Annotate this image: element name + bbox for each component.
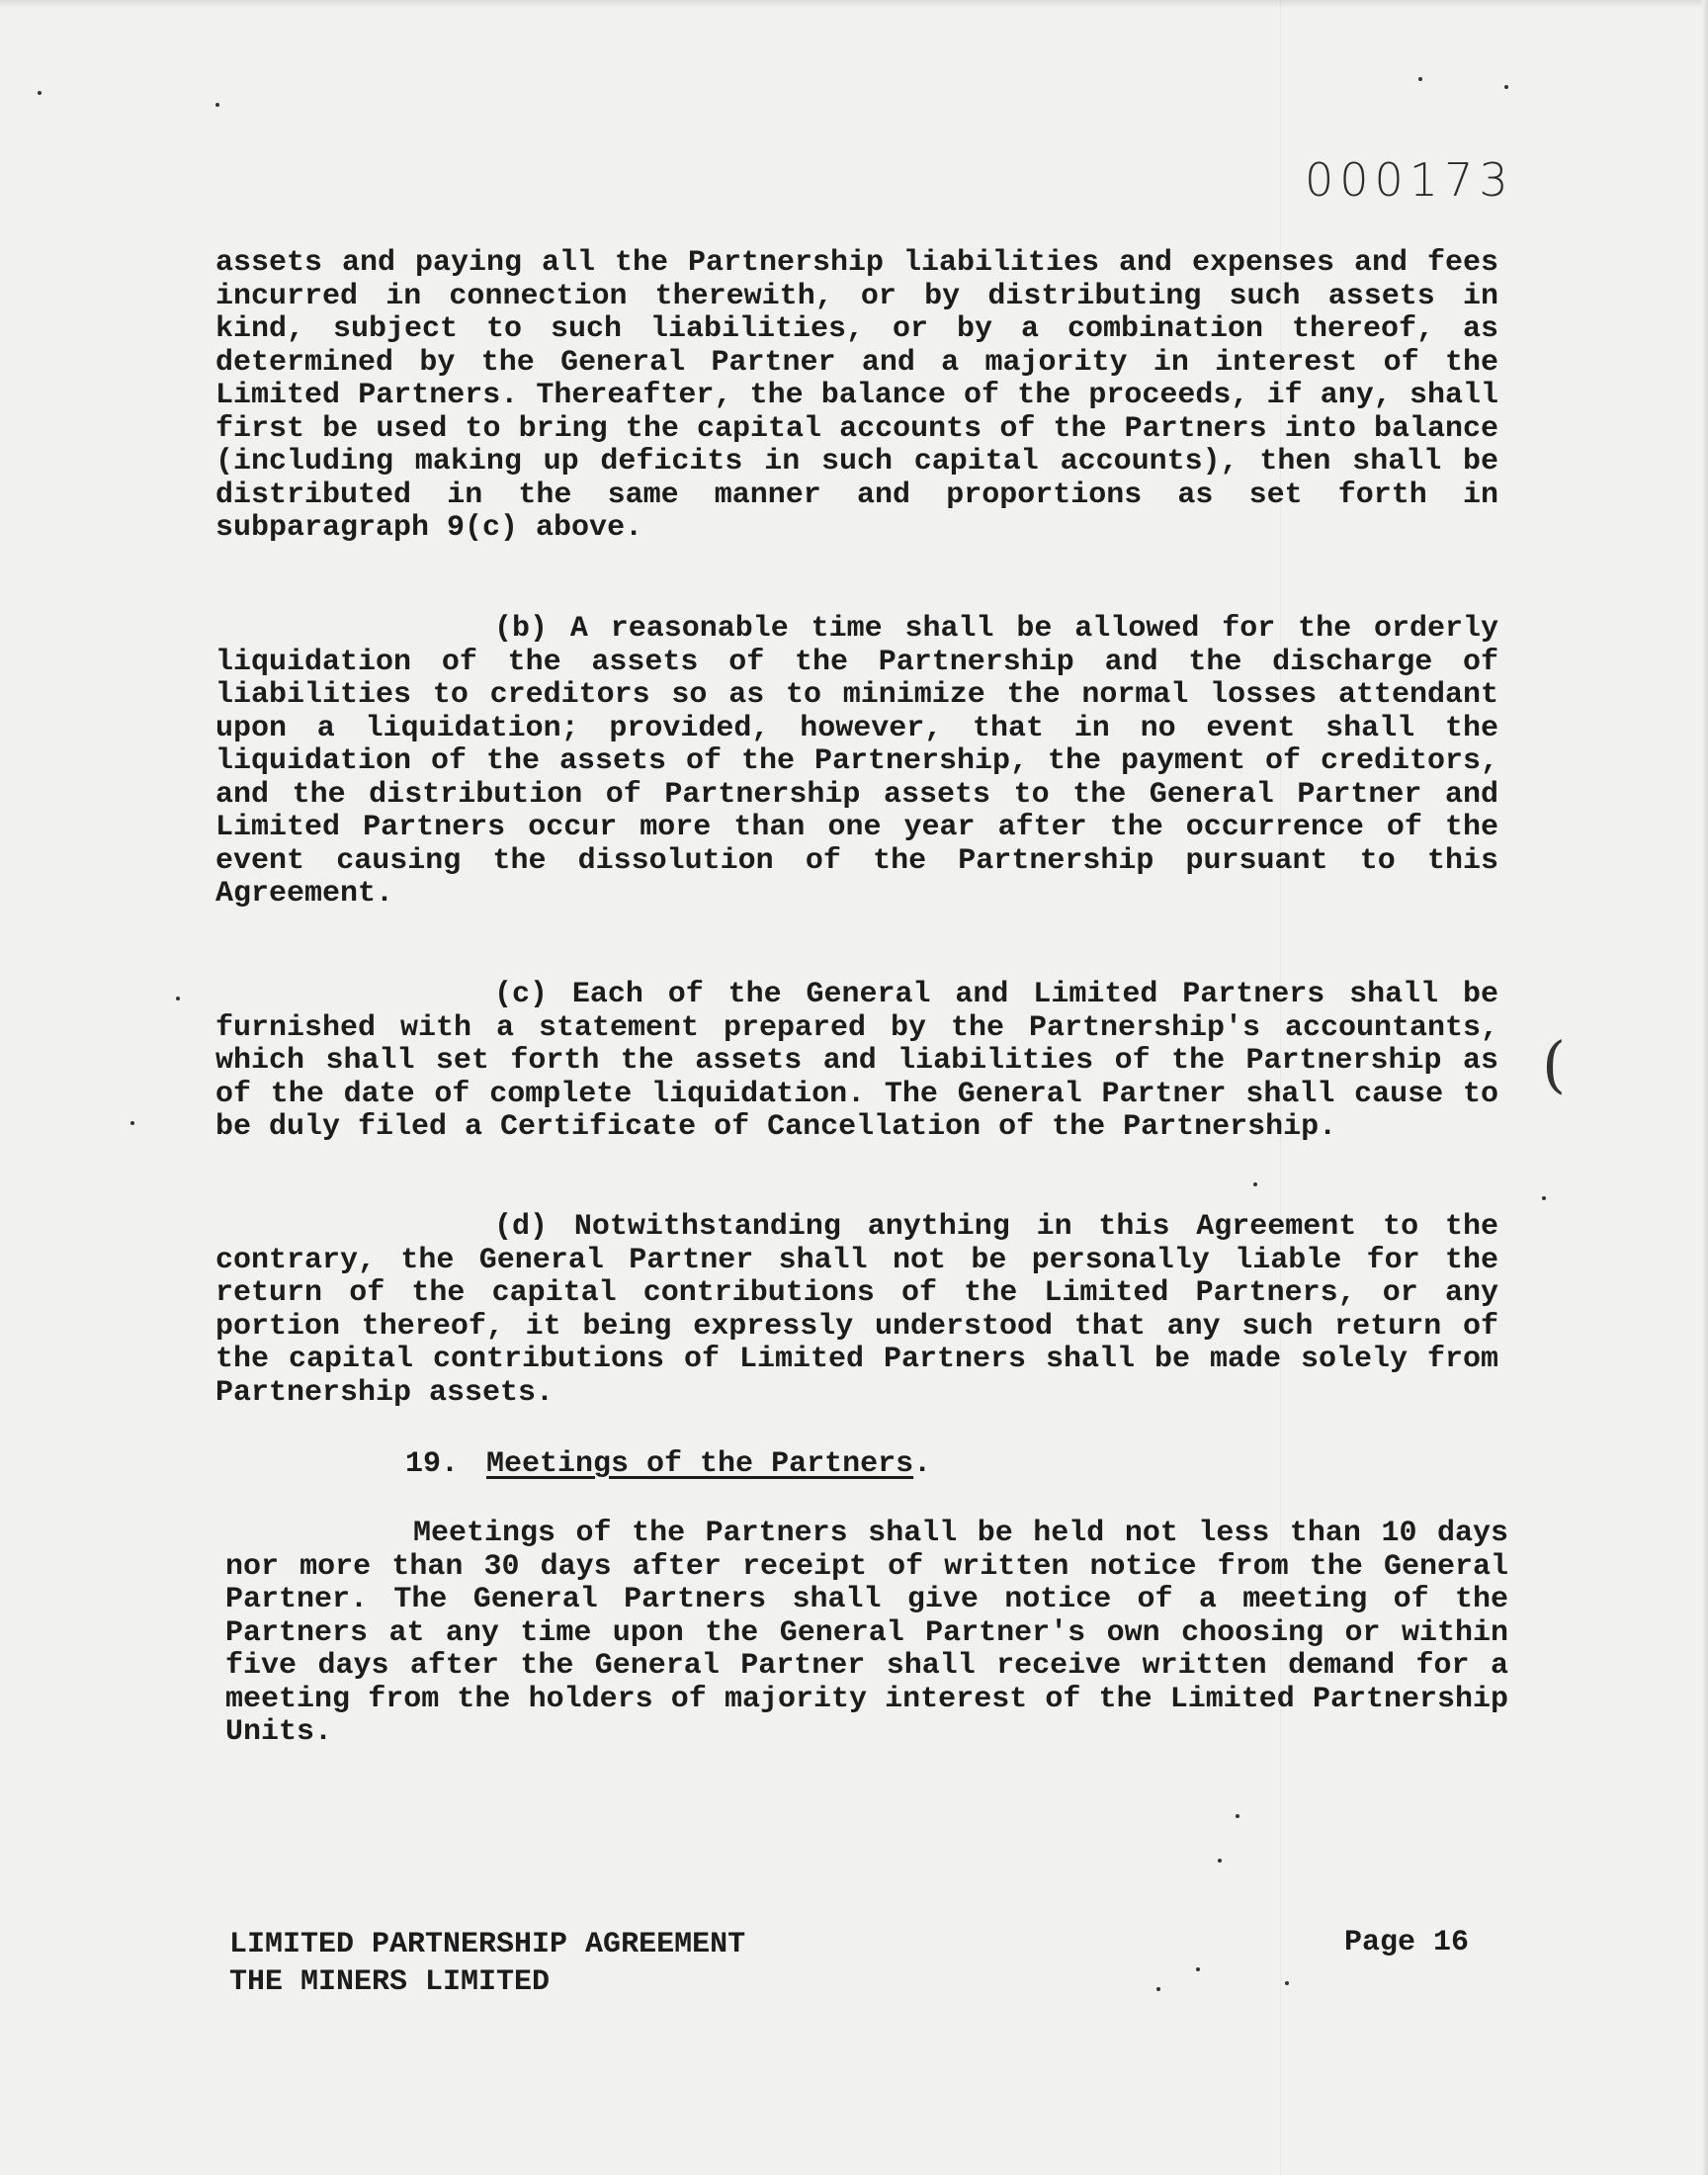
scan-speck (1542, 1196, 1546, 1200)
paragraph-b: (b) A reasonable time shall be allowed for the orderly liquidation of the assets of the Partnership and the discharge of liabilities to creditors so as to minimize the normal losses attendant upon a liquidation; provided, however, that in no event shall the liquidation of the assets of the Partnership, the payment of creditors, and the distribution of Partnership assets to the General Partner and Limited Partners occur more than one year after the occurrence of the event causing the dissolution of the Partnership pursuant to this Agreement. (215, 612, 1498, 911)
scan-speck (1196, 1967, 1200, 1971)
paragraph-continuation: assets and paying all the Partnership liabilities and expenses and fees incurred in connection therewith, or by distributing such assets in kind, subject to such liabilities, or by a combination thereof, as determined by the General Partner and a majority in interest of the Limited Partners. Thereafter, the balance of the proceeds, if any, shall first be used to bring the capital accounts of the Partners into balance (including making up deficits in such capital accounts), then shall be distributed in the same manner and proportions as set forth in subparagraph 9(c) above. (215, 246, 1498, 545)
scan-speck (215, 103, 219, 107)
scan-speck (1156, 1987, 1160, 1991)
scan-speck (1236, 1814, 1239, 1818)
section-number: 19. (405, 1447, 460, 1481)
scan-speck (1253, 1182, 1257, 1186)
paragraph-meetings: Meetings of the Partners shall be held not less than 10 days nor more than 30 days after receipt of written notice from the General Partner. The General Partners shall give notice of a meeting of the Partners at any time upon the General Partner's own choosing or within five days after the General Partner shall receive written demand for a meeting from the holders of majority interest of the Limited Partnership Units. (225, 1517, 1508, 1749)
scan-right-edge (1702, 0, 1708, 2175)
margin-mark: ( (1542, 1028, 1567, 1100)
section-title: Meetings of the Partners (486, 1447, 914, 1481)
bates-stamp: 000173 (1305, 153, 1514, 207)
scan-speck (1285, 1981, 1289, 1985)
document-footer (229, 1926, 745, 2001)
paragraph-d: (d) Notwithstanding anything in this Agreement to the contrary, the General Partner shall not be personally liable for the return of the capital contributions of the Limited Partners, or any portion thereof, it being expressly understood that any such return of the capital contributions of Limited Partners shall be made solely from Partnership assets. (215, 1210, 1498, 1410)
scan-speck (1218, 1859, 1222, 1863)
scan-speck (1504, 85, 1508, 89)
section-heading (405, 1447, 931, 1481)
page-number: Page 16 (1344, 1926, 1470, 1959)
scan-speck (38, 91, 42, 95)
scan-speck (1418, 77, 1422, 81)
paragraph-c: (c) Each of the General and Limited Partners shall be furnished with a statement prepared by the Partnership's accountants, which shall set forth the assets and liabilities of the Partnership as of the date of complete liquidation. The General Partner shall cause to be duly filed a Certificate of Cancellation of the Partnership. (215, 978, 1498, 1144)
scan-top-edge (0, 0, 1708, 8)
footer-title: LIMITED PARTNERSHIP AGREEMENT (229, 1928, 746, 1961)
footer-subtitle: THE MINERS LIMITED (229, 1965, 551, 1999)
scan-speck (130, 1121, 134, 1125)
section-title-period: . (913, 1447, 932, 1481)
scan-speck (176, 997, 180, 1000)
